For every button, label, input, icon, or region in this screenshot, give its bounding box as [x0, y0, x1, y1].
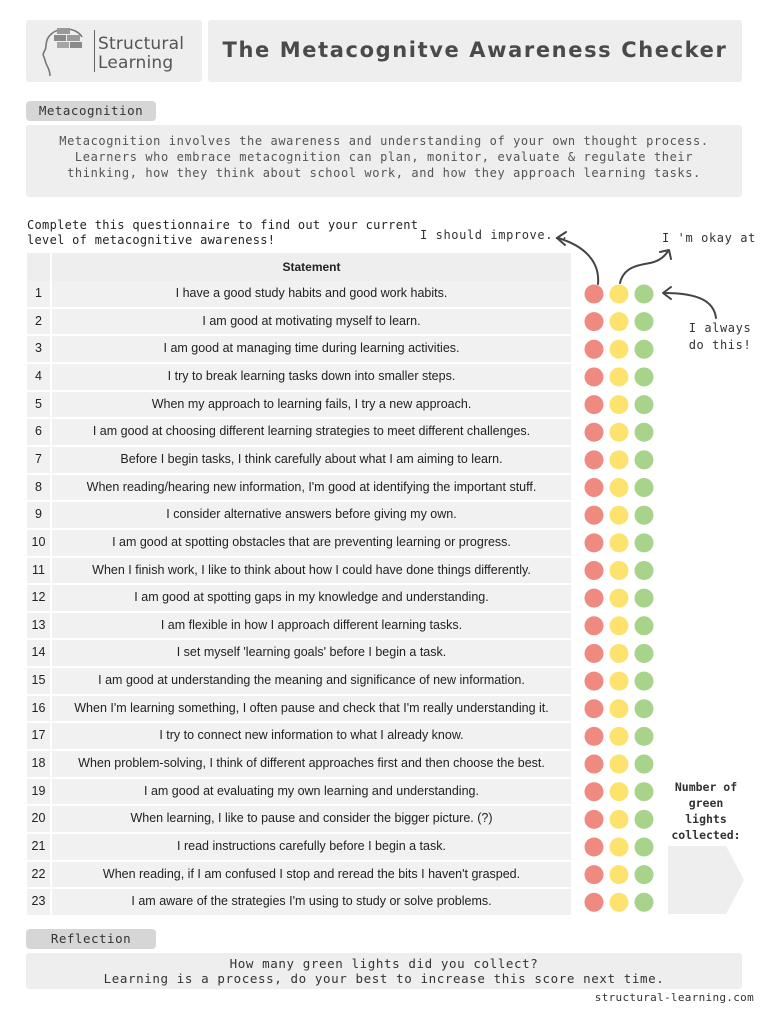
green-light-1[interactable] — [635, 285, 654, 304]
row-number: 23 — [27, 889, 50, 915]
red-light-5[interactable] — [585, 395, 604, 414]
yellow-light-15[interactable] — [610, 672, 629, 691]
row-statement: When I'm learning something, I often pause and check that I'm really understanding it. — [52, 696, 571, 722]
green-light-20[interactable] — [635, 810, 654, 829]
yellow-light-1[interactable] — [610, 285, 629, 304]
metacognition-label: Metacognition — [26, 101, 156, 121]
row-number: 20 — [27, 806, 50, 832]
yellow-light-5[interactable] — [610, 395, 629, 414]
row-statement: When reading/hearing new information, I'm good at identifying the important stuff. — [52, 475, 571, 501]
row-statement: When my approach to learning fails, I try a new approach. — [52, 392, 571, 418]
yellow-light-11[interactable] — [610, 561, 629, 580]
row-statement: When reading, if I am confused I stop and reread the bits I haven't grasped. — [52, 862, 571, 888]
row-number: 13 — [27, 613, 50, 639]
row-number: 19 — [27, 779, 50, 805]
row-number: 2 — [27, 309, 50, 335]
row-number: 14 — [27, 640, 50, 666]
yellow-light-20[interactable] — [610, 810, 629, 829]
red-light-7[interactable] — [585, 450, 604, 469]
green-light-3[interactable] — [635, 340, 654, 359]
row-number: 5 — [27, 392, 50, 418]
reflection-label: Reflection — [26, 929, 156, 949]
green-light-22[interactable] — [635, 865, 654, 884]
row-statement: I set myself 'learning goals' before I begin a task. — [52, 640, 571, 666]
red-light-9[interactable] — [585, 506, 604, 525]
red-light-19[interactable] — [585, 782, 604, 801]
green-light-2[interactable] — [635, 312, 654, 331]
row-statement: I try to break learning tasks down into smaller steps. — [52, 364, 571, 390]
red-light-21[interactable] — [585, 838, 604, 857]
reflection-box — [26, 953, 742, 989]
instructions: Complete this questionnaire to find out your current level of metacognitive awareness! — [27, 218, 419, 247]
red-light-22[interactable] — [585, 865, 604, 884]
green-light-5[interactable] — [635, 395, 654, 414]
row-statement: I read instructions carefully before I begin a task. — [52, 834, 571, 860]
page-title: The Metacognitve Awareness Checker — [222, 38, 728, 62]
row-statement: I am good at motivating myself to learn. — [52, 309, 571, 335]
row-number: 4 — [27, 364, 50, 390]
green-light-16[interactable] — [635, 699, 654, 718]
red-light-10[interactable] — [585, 533, 604, 552]
green-count-input[interactable] — [668, 846, 746, 914]
annotation-improve: I should improve... — [420, 228, 569, 242]
yellow-light-14[interactable] — [610, 644, 629, 663]
row-number: 1 — [27, 281, 50, 307]
row-statement: I am good at spotting gaps in my knowledge and understanding. — [52, 585, 571, 611]
yellow-light-9[interactable] — [610, 506, 629, 525]
row-statement: I try to connect new information to what I already know. — [52, 723, 571, 749]
green-count-label — [664, 779, 748, 843]
yellow-light-2[interactable] — [610, 312, 629, 331]
yellow-light-23[interactable] — [610, 893, 629, 912]
green-count-line3: lights — [685, 812, 727, 826]
green-light-23[interactable] — [635, 893, 654, 912]
logo-text-structural: Structural — [98, 34, 185, 54]
red-light-3[interactable] — [585, 340, 604, 359]
red-light-18[interactable] — [585, 755, 604, 774]
green-light-9[interactable] — [635, 506, 654, 525]
reflection-line1: How many green lights did you collect? — [229, 956, 539, 971]
green-light-21[interactable] — [635, 838, 654, 857]
header-statement: Statement — [52, 253, 571, 281]
red-light-2[interactable] — [585, 312, 604, 331]
row-statement: Before I begin tasks, I think carefully about what I am aiming to learn. — [52, 447, 571, 473]
logo-text-learning: Learning — [98, 53, 174, 73]
annotation-okay: I 'm okay at — [662, 231, 756, 245]
row-statement: When learning, I like to pause and consider the bigger picture. (?) — [52, 806, 571, 832]
row-number: 17 — [27, 723, 50, 749]
row-statement: I am good at managing time during learning activities. — [52, 336, 571, 362]
row-statement: When problem-solving, I think of different approaches first and then choose the best. — [52, 751, 571, 777]
metacognition-description: Metacognition involves the awareness and understanding of your own thought process. Learners who embrace metacognition can plan, monitor, evaluate & regulate their thinking, how they think about school work, and how they approach learning tasks. — [59, 134, 709, 180]
yellow-light-3[interactable] — [610, 340, 629, 359]
row-number: 16 — [27, 696, 50, 722]
green-light-13[interactable] — [635, 616, 654, 635]
green-light-15[interactable] — [635, 672, 654, 691]
red-light-17[interactable] — [585, 727, 604, 746]
row-number: 8 — [27, 475, 50, 501]
green-count-line1: Number of — [674, 780, 738, 794]
red-light-13[interactable] — [585, 616, 604, 635]
footer-url: structural-learning.com — [594, 991, 754, 1004]
row-statement: I am good at evaluating my own learning and understanding. — [52, 779, 571, 805]
green-light-6[interactable] — [635, 423, 654, 442]
yellow-light-10[interactable] — [610, 533, 629, 552]
reflection-line2: Learning is a process, do your best to increase this score next time. — [103, 971, 665, 986]
row-number: 15 — [27, 668, 50, 694]
row-number: 9 — [27, 502, 50, 528]
red-light-14[interactable] — [585, 644, 604, 663]
yellow-light-8[interactable] — [610, 478, 629, 497]
red-light-1[interactable] — [585, 285, 604, 304]
green-light-7[interactable] — [635, 450, 654, 469]
yellow-light-17[interactable] — [610, 727, 629, 746]
green-light-4[interactable] — [635, 367, 654, 386]
row-number: 18 — [27, 751, 50, 777]
green-count-line4: collected: — [671, 828, 741, 842]
green-light-19[interactable] — [635, 782, 654, 801]
green-count-line2: green — [688, 796, 724, 810]
row-number: 11 — [27, 558, 50, 584]
yellow-light-7[interactable] — [610, 450, 629, 469]
yellow-light-16[interactable] — [610, 699, 629, 718]
green-light-10[interactable] — [635, 533, 654, 552]
yellow-light-13[interactable] — [610, 616, 629, 635]
red-light-15[interactable] — [585, 672, 604, 691]
row-statement: I am good at spotting obstacles that are preventing learning or progress. — [52, 530, 571, 556]
yellow-light-6[interactable] — [610, 423, 629, 442]
row-number: 6 — [27, 419, 50, 445]
green-light-8[interactable] — [635, 478, 654, 497]
annotation-always-line1: I always — [688, 321, 752, 335]
row-statement: I have a good study habits and good work habits. — [52, 281, 571, 307]
row-statement: I am good at understanding the meaning and significance of new information. — [52, 668, 571, 694]
red-light-20[interactable] — [585, 810, 604, 829]
row-statement: I consider alternative answers before giving my own. — [52, 502, 571, 528]
yellow-light-12[interactable] — [610, 589, 629, 608]
red-light-16[interactable] — [585, 699, 604, 718]
green-light-12[interactable] — [635, 589, 654, 608]
red-light-6[interactable] — [585, 423, 604, 442]
yellow-light-21[interactable] — [610, 838, 629, 857]
red-light-11[interactable] — [585, 561, 604, 580]
red-light-8[interactable] — [585, 478, 604, 497]
row-statement: I am aware of the strategies I'm using to study or solve problems. — [52, 889, 571, 915]
red-light-12[interactable] — [585, 589, 604, 608]
row-number: 7 — [27, 447, 50, 473]
red-light-4[interactable] — [585, 367, 604, 386]
row-statement: When I finish work, I like to think about how I could have done things differently. — [52, 558, 571, 584]
green-light-11[interactable] — [635, 561, 654, 580]
green-light-14[interactable] — [635, 644, 654, 663]
yellow-light-4[interactable] — [610, 367, 629, 386]
row-number: 12 — [27, 585, 50, 611]
row-statement: I am flexible in how I approach different learning tasks. — [52, 613, 571, 639]
row-statement: I am good at choosing different learning strategies to meet different challenges. — [52, 419, 571, 445]
row-number: 21 — [27, 834, 50, 860]
row-number: 22 — [27, 862, 50, 888]
annotation-always-line2: do this! — [688, 338, 752, 352]
green-light-18[interactable] — [635, 755, 654, 774]
row-number: 3 — [27, 336, 50, 362]
yellow-light-19[interactable] — [610, 782, 629, 801]
row-number: 10 — [27, 530, 50, 556]
yellow-light-18[interactable] — [610, 755, 629, 774]
yellow-light-22[interactable] — [610, 865, 629, 884]
red-light-23[interactable] — [585, 893, 604, 912]
green-light-17[interactable] — [635, 727, 654, 746]
